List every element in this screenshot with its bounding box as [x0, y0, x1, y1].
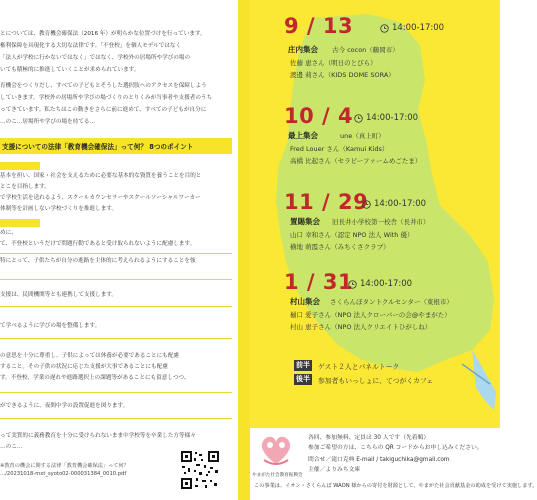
- footer-line: 各回、参加無料、定員は 30 人です（先着順）: [308, 435, 430, 441]
- point-line: ができるように、夜間中学の設置促進を図ります。: [0, 403, 129, 409]
- intro-line: 「法人が学校に行かないではなく」ではなく、学校外の居場所や学びの場の: [0, 55, 191, 61]
- section-heading-bar: [0, 138, 232, 154]
- venue-place: さくらんぼタントクルセンター（東根市）: [330, 298, 453, 306]
- point-line: すること。その子供の状況に応じた支援が大事であることにも配慮: [0, 364, 168, 370]
- organizer-logo: [252, 428, 303, 486]
- point-line: って実質的に義務教育を十分に受けられないまま中学校等を卒業した方等様々: [0, 433, 196, 439]
- right-panel: [250, 0, 537, 500]
- point-line: 基本を担い、国家・社会を支えるために必要な基本的な資質を養うことを目的と: [0, 173, 202, 179]
- intro-line: ってきています。私たちはこの動きをさらに前に進めて、すべての子どもが自分に: [0, 107, 207, 113]
- clock-icon: [380, 24, 389, 33]
- divider: [0, 392, 232, 393]
- intro-line: いても積極的に推進していくことが求められています。: [0, 67, 140, 73]
- venue-name: 最上集会: [288, 131, 318, 140]
- point-line: 体制等を計画しない学校づくりを推進します。: [0, 206, 118, 212]
- venue-place: 旧長井小学校第一校舎（長井市）: [332, 218, 430, 226]
- point-tag: [0, 219, 40, 227]
- divider: [0, 253, 232, 254]
- logo-caption: やまがた社会教育振興会: [252, 473, 303, 478]
- divider: [0, 306, 232, 307]
- point-line: とこを目指します。: [0, 184, 50, 190]
- event-time: [380, 23, 444, 33]
- event-time-text: 14:00-17:00: [360, 279, 413, 289]
- venue-place: 古今 cocon（鶴岡市）: [332, 46, 399, 54]
- point-line: の意思を十分に尊重し、子供によっては休養が必要であることにも配慮: [0, 353, 180, 359]
- point-line: て学べるように学びの場を整備します。: [0, 323, 101, 329]
- event-time: [348, 279, 412, 289]
- guest-name: 高橋 比起さん（セラピーファームめごたま）: [290, 157, 422, 165]
- point-line: す。不登校、学業の遅れや進路選択上の課題等があることにも留意しつつ、: [0, 375, 190, 381]
- event-time: [354, 113, 418, 123]
- first-half-text: ゲスト２人とパネルトーク: [318, 363, 400, 371]
- heart-hands-logo-icon: [254, 430, 298, 470]
- clock-icon: [348, 280, 357, 289]
- event-date: 11 / 29: [284, 190, 369, 214]
- organizer-line: 主催／よりみち文庫: [308, 467, 361, 473]
- event-time-text: 14:00-17:00: [366, 113, 419, 123]
- source-url: …/20231018-mxt_syoto02-000031384_0010.pdf: [0, 471, 127, 477]
- sponsor-line: この事業は、イオン・さくらんぼ WAON 様からの寄付を財源として、やまがた社会貢献基金の助成を受けて実施します。: [254, 483, 537, 489]
- guest-name: 横地 萌霞さん（みちくさクラブ）: [290, 243, 390, 251]
- qr-code-icon: [180, 450, 220, 490]
- divider: [0, 279, 232, 280]
- intro-line: 育機会をつくりだし、すべての子どもとそうした選択肢へのアクセスを保障しよう: [0, 83, 207, 89]
- footer-line: 参加ご希望の方は、こちらの QR コードからお申し込みください。: [308, 445, 483, 451]
- clock-icon: [354, 114, 363, 123]
- contact-line: 問合せ／滝口克典 E-mail / takiguchika@gmail.com: [308, 457, 450, 463]
- footer: [250, 428, 537, 500]
- point-line: で学校生活を送れるよう、スクールカウンセラーやスクールソーシャルワーカー: [0, 195, 201, 201]
- point-line: …のこ…: [0, 444, 23, 450]
- clock-icon: [362, 200, 371, 209]
- first-half-badge: 前半: [296, 361, 310, 369]
- venue-name: 置賜集会: [290, 217, 320, 226]
- point-line: 支援は、民間機関等とも連携して支援します。: [0, 292, 118, 298]
- intro-line: していきます。学校外の居場所や学びの場づくりのとりくみが当事者や支援者のうち: [0, 95, 213, 101]
- section-heading: 支援についての法律「教育機会確保法」って何？ 8つのポイント: [2, 143, 194, 151]
- event-date: 10 / 4: [284, 104, 354, 128]
- second-half-badge: 後半: [296, 375, 310, 383]
- guest-name: 渡邊 莉さん（KIDS DOME SORA）: [290, 71, 395, 79]
- point-tag: [0, 162, 40, 170]
- guest-name: 村山 恵子さん（NPO 法人クリエイトひがしね）: [290, 323, 432, 331]
- intro-line: 権利保障を具現化する大切な法律です。「不登校」を個人モデルではなく: [0, 43, 182, 49]
- event-date: 9 / 13: [284, 14, 354, 38]
- point-line: 特にとって、子供たちが自分の進路を主体的に考えられるようにすることを強: [0, 258, 196, 264]
- event-time-text: 14:00-17:00: [392, 23, 445, 33]
- second-half-text: 参加者もいっしょに、てつがくカフェ: [318, 377, 434, 385]
- venue-name: 村山集会: [290, 297, 320, 306]
- divider: [0, 418, 232, 419]
- guest-name: 佐藤 恵さん（明日のとびら）: [290, 59, 377, 67]
- point-line: めに、: [0, 230, 17, 236]
- fold-rail: [238, 0, 250, 500]
- guest-name: 山口 幸和さん（認定 NPO 法人 With 優）: [290, 231, 414, 239]
- guest-name: Fred Louer さん（Kamui Kids）: [290, 145, 389, 153]
- venue-place: une（真上町）: [340, 132, 385, 140]
- intro-line: とについては、教育機会確保法（2016 年）が明らかな位置づけを行っています。: [0, 31, 206, 37]
- intro-line: …のこ…居場所や学びの場を持てる…: [0, 119, 96, 125]
- guest-name: 樋口 愛子さん（NPO 法人クローバーの会@やまがた）: [290, 311, 451, 319]
- left-panel: [0, 0, 238, 500]
- divider: [0, 338, 232, 339]
- event-time-text: 14:00-17:00: [374, 199, 427, 209]
- event-time: [362, 199, 426, 209]
- source-note: ※教育の機会に関する法律「教育機会確保法」って何？: [0, 463, 129, 469]
- venue-name: 庄内集会: [288, 45, 318, 54]
- point-line: て、不登校というだけで問題行動であると受け取られないように配慮します。: [0, 241, 196, 247]
- event-date: 1 / 31: [284, 270, 354, 294]
